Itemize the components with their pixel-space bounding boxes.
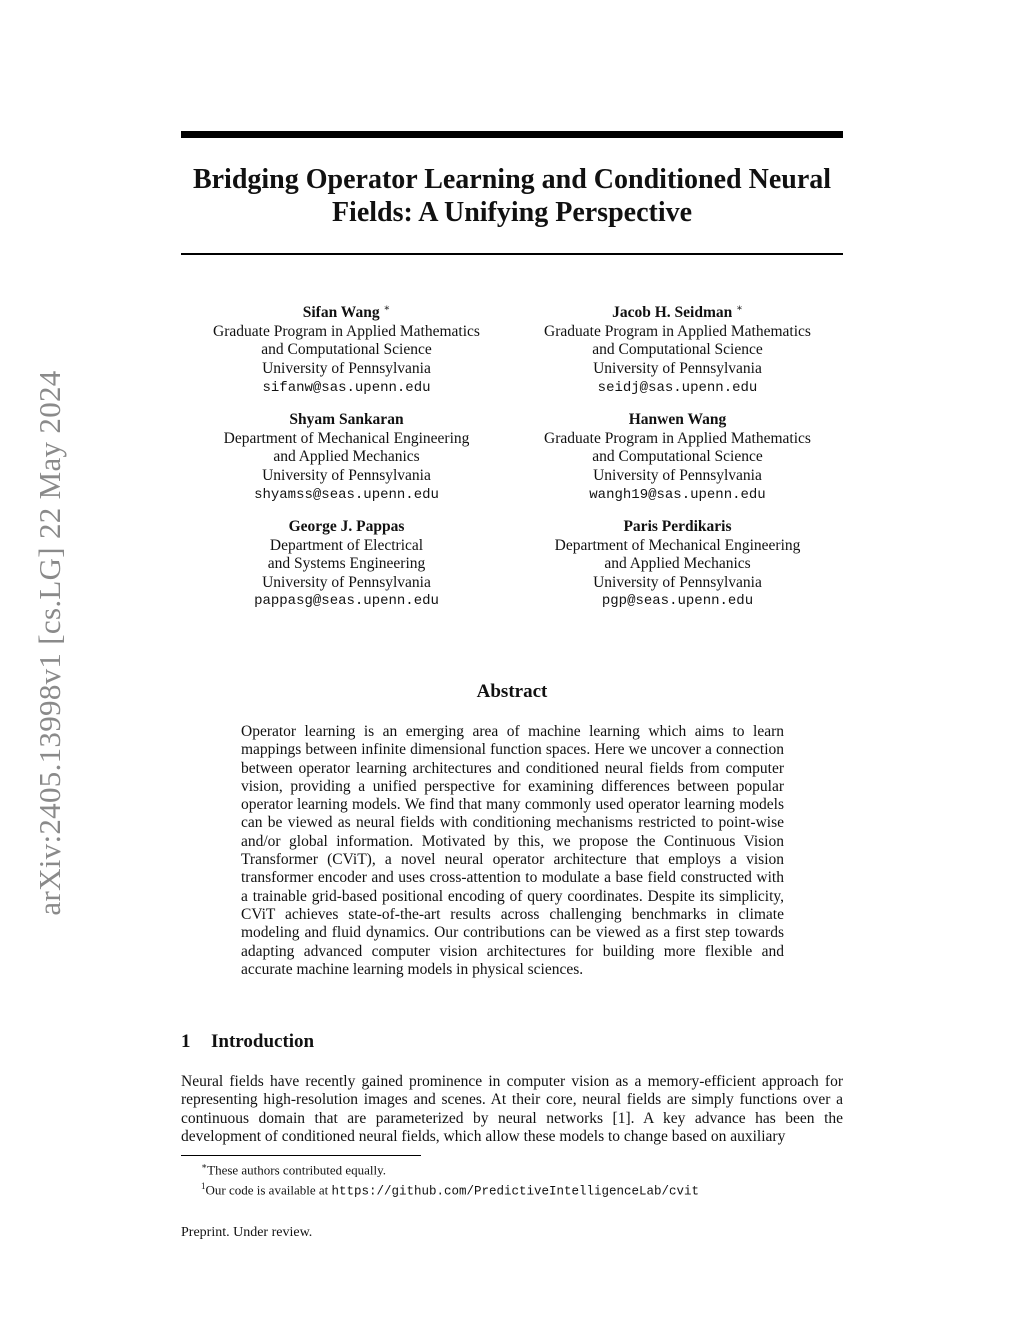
author-affiliation: University of Pennsylvania (593, 359, 762, 377)
author-affiliation: University of Pennsylvania (593, 573, 762, 591)
footnote-text: Our code is available at (205, 1182, 332, 1198)
footnote (201, 1158, 841, 1178)
author-affiliation: Graduate Program in Applied Mathematics (544, 429, 811, 447)
author-email: pgp@seas.upenn.edu (601, 593, 754, 610)
abstract-body: Operator learning is an emerging area of machine learning which aims to learn mappings between infinite dimensional function spaces. Here we uncover a connection between operator learning architectures and conditioned neural fields from computer vision, providing a unified perspective for examining differences between popular operator learning models. We find that many commonly used operator learning models can be viewed as neural fields with conditioning mechanisms restricted to point-wise and/or global information. Motivated by this, we propose the Continuous Vision Transformer (CViT), a novel neural operator architecture that employs a vision transformer encoder and uses cross-attention to modulate a base field constructed with a trainable grid-based positional encoding of query coordinates. Despite its simplicity, CViT achieves state-of-the-art results across challenging benchmarks in climate modeling and fluid dynamics. Our contributions can be viewed as a first step towards adapting advanced computer vision architectures for building more flexible and accurate machine learning models in physical sciences. (241, 723, 784, 978)
section-number: 1 (181, 1031, 191, 1052)
equal-contribution-mark: ∗ (736, 303, 743, 314)
author-email: sifanw@sas.upenn.edu (262, 379, 431, 396)
author-block (512, 300, 843, 397)
author-affiliation: University of Pennsylvania (262, 466, 431, 484)
author-email: wangh19@sas.upenn.edu (589, 486, 766, 503)
arxiv-stamp (28, 340, 72, 946)
author-block (512, 518, 843, 611)
author-affiliation: and Computational Science (592, 448, 763, 466)
code-url-link[interactable]: https://github.com/PredictiveIntelligenceLab/cvit (331, 1184, 700, 1199)
author-name: Hanwen Wang (628, 411, 727, 429)
section-title: Introduction (211, 1031, 315, 1052)
author-affiliation: and Systems Engineering (267, 555, 426, 573)
author-affiliation: and Applied Mechanics (273, 448, 420, 466)
author-name: Jacob H. Seidman (612, 304, 733, 322)
author-grid (181, 300, 843, 611)
footnote (201, 1178, 841, 1200)
title-rule-bottom (181, 253, 843, 255)
author-name: Paris Perdikaris (623, 518, 732, 536)
introduction-paragraph: Neural fields have recently gained prominence in computer vision as a memory-efficient approach for representing high-resolution images and scenes. At their core, neural fields are simply functions over a continuous domain that are parameterized by neural networks [1]. A key advance has been the development of conditioned neural fields, which allow these models to change based on auxiliary (181, 1073, 843, 1145)
paper-title: Bridging Operator Learning and Conditioned Neural Fields: A Unifying Perspective (192, 164, 832, 228)
author-affiliation: Graduate Program in Applied Mathematics (213, 322, 480, 340)
title-rule-top (181, 131, 843, 138)
author-affiliation: and Computational Science (261, 341, 432, 359)
author-email: shyamss@seas.upenn.edu (254, 486, 439, 503)
author-name: George J. Pappas (288, 518, 405, 536)
equal-contribution-mark: ∗ (383, 303, 391, 314)
author-affiliation: University of Pennsylvania (262, 359, 431, 377)
author-affiliation: and Applied Mechanics (604, 555, 751, 573)
author-block (512, 411, 843, 504)
author-affiliation: Department of Electrical (269, 536, 424, 554)
author-block (181, 300, 512, 397)
author-affiliation: University of Pennsylvania (262, 573, 431, 591)
author-block (181, 411, 512, 504)
footnote-mark: 1 (201, 1181, 206, 1192)
author-email: pappasg@seas.upenn.edu (254, 593, 439, 610)
preprint-footer: Preprint. Under review. (181, 1225, 313, 1240)
footnote-text: These authors contributed equally. (207, 1162, 387, 1178)
author-affiliation: and Computational Science (592, 341, 763, 359)
arxiv-stamp-text: arXiv:2405.13998v1 [cs.LG] 22 May 2024 (32, 370, 67, 916)
abstract-heading: Abstract (476, 681, 548, 702)
author-email: seidj@sas.upenn.edu (597, 379, 758, 396)
footnotes (201, 1158, 841, 1201)
author-name: Sifan Wang (302, 304, 380, 322)
author-affiliation: University of Pennsylvania (593, 466, 762, 484)
section-heading (181, 1031, 314, 1053)
author-block (181, 518, 512, 611)
author-affiliation: Department of Mechanical Engineering (554, 536, 801, 554)
author-name: Shyam Sankaran (289, 411, 404, 429)
footnote-rule (181, 1155, 421, 1156)
author-affiliation: Department of Mechanical Engineering (223, 429, 470, 447)
author-affiliation: Graduate Program in Applied Mathematics (544, 322, 811, 340)
footnote-mark: ∗ (201, 1161, 208, 1171)
